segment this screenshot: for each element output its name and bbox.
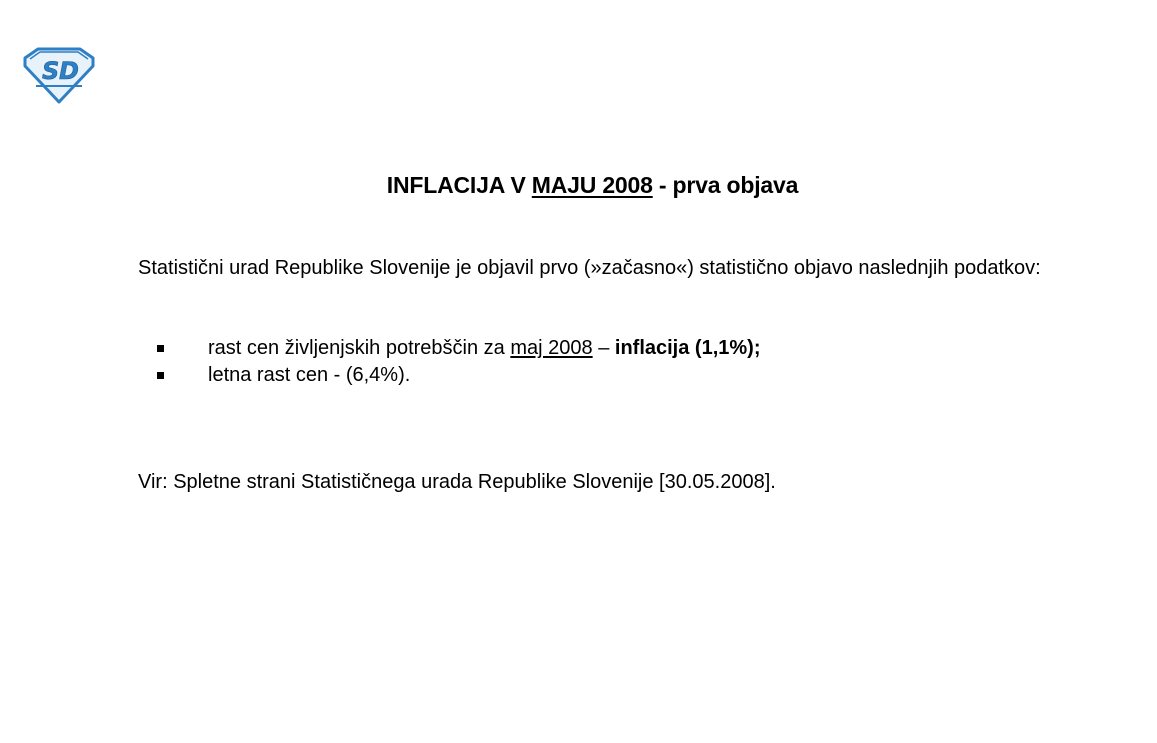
data-list bbox=[138, 335, 1047, 389]
list-item bbox=[138, 335, 1047, 362]
bullet-1-month: maj 2008 bbox=[510, 337, 593, 359]
svg-text:D: D bbox=[59, 57, 79, 85]
svg-text:S: S bbox=[42, 57, 60, 85]
square-bullet-icon bbox=[157, 345, 164, 352]
list-item bbox=[138, 362, 1047, 389]
sd-logo-icon bbox=[22, 46, 96, 104]
bullet-2-text: letna rast cen - (6,4%). bbox=[208, 364, 411, 386]
source-note: Vir: Spletne strani Statističnega urada Republike Slovenije [30.05.2008]. bbox=[138, 471, 776, 493]
page-title bbox=[0, 170, 1157, 200]
bullet-1-text: rast cen življenjskih potrebščin za bbox=[208, 337, 511, 359]
intro-paragraph: Statistični urad Republike Slovenije je objavil prvo (»začasno«) statistično objavo naslednjih podatkov: bbox=[138, 257, 1041, 279]
bullet-1-dash: – bbox=[592, 337, 615, 359]
title-part1: INFLACIJA V bbox=[386, 172, 532, 198]
bullet-1-inflation: inflacija (1,1%); bbox=[614, 337, 761, 359]
title-part2: - prva objava bbox=[652, 172, 799, 198]
title-month: MAJU 2008 bbox=[531, 172, 653, 198]
square-bullet-icon bbox=[157, 372, 164, 379]
